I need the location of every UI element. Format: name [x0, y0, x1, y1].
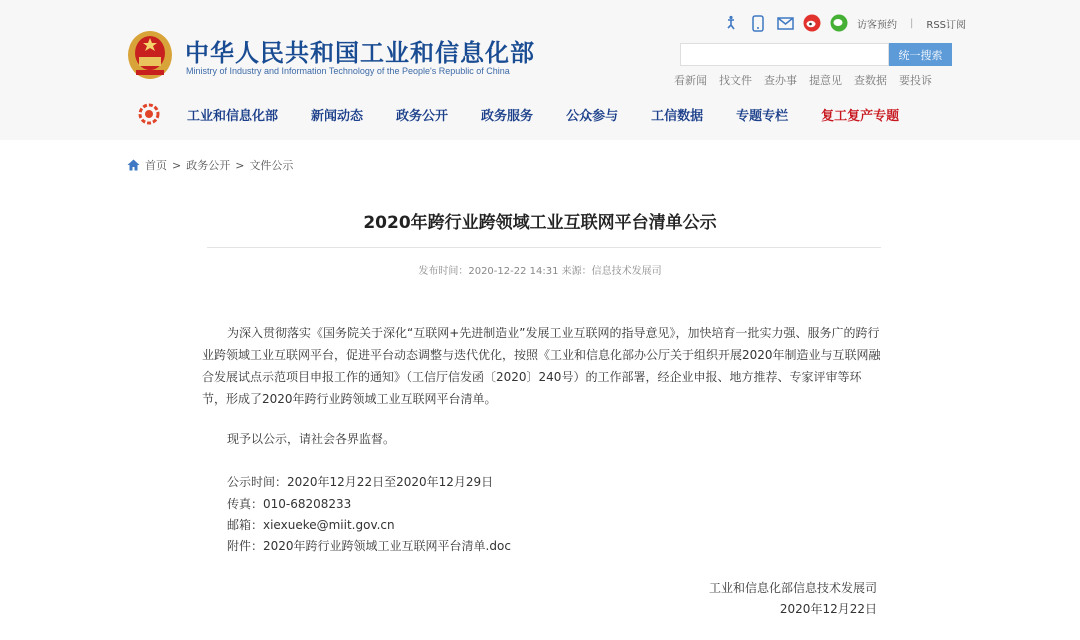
attachment-link[interactable]: 2020年跨行业跨领域工业互联网平台清单.doc: [263, 539, 511, 553]
notice-line: 现予以公示，请社会各界监督。: [227, 432, 396, 446]
mobile-icon[interactable]: [749, 14, 767, 32]
signature: 工业和信息化部信息技术发展司: [708, 581, 877, 595]
wechat-icon[interactable]: [830, 14, 848, 32]
signature-date: 2020年12月22日: [779, 602, 877, 616]
article-meta: 发布时间：2020-12-22 14:31 来源：信息技术发展司: [418, 266, 662, 277]
site-header: [0, 0, 1080, 140]
nav-item-news[interactable]: 新闻动态: [311, 108, 364, 124]
quick-link-complaint[interactable]: 要投诉: [899, 74, 932, 87]
home-icon: [127, 159, 140, 171]
title-divider: [207, 247, 881, 248]
main-nav: [138, 103, 932, 125]
period-line: 公示时间：2020年12月22日至2020年12月29日: [227, 475, 494, 489]
mail-icon[interactable]: [776, 14, 794, 32]
nav-item-work-resumption[interactable]: 复工复产专题: [821, 108, 900, 124]
nav-item-special-topics[interactable]: 专题专栏: [736, 108, 789, 124]
nav-item-government-affairs[interactable]: 政务公开: [396, 108, 449, 124]
fax-line: 传真：010-68208233: [227, 497, 352, 511]
national-emblem-icon: [127, 30, 173, 80]
visitor-appointment-link[interactable]: 访客预约: [857, 19, 897, 31]
article-paragraph: 为深入贯彻落实《国务院关于深化“互联网+先进制造业”发展工业互联网的指导意见》，加快培育一批实力强、服务广的跨行业跨领域工业互联网平台，促进平台动态调整与迭代优化，按照《工业和信息化部办公厅关于组织开展2020年制造业与互联网融合发展试点示范项目申报工作的通知》（工信厅信发函〔2020〕240号）的工作部署，经企业申报、地方推荐、专家评审等环节，形成了2020年跨行业跨领域工业互联网平台清单。: [202, 326, 881, 406]
quick-link-feedback[interactable]: 提意见: [809, 74, 842, 87]
breadcrumb-separator: >: [235, 158, 245, 172]
breadcrumb-government-affairs[interactable]: 政务公开: [186, 159, 231, 172]
nav-item-ministry[interactable]: 工业和信息化部: [187, 108, 279, 124]
accessibility-icon[interactable]: [722, 14, 740, 32]
site-subtitle: Ministry of Industry and Information Technology of the People's Republic of China: [186, 66, 510, 76]
quick-link-data[interactable]: 查数据: [854, 74, 887, 87]
quick-link-services[interactable]: 查办事: [764, 74, 797, 87]
attachment-label: 附件：: [227, 539, 264, 553]
ministry-logo-icon[interactable]: [138, 103, 160, 125]
nav-item-public-participation[interactable]: 公众参与: [566, 108, 619, 124]
breadcrumb-separator: >: [172, 158, 182, 172]
breadcrumb: [127, 157, 293, 173]
breadcrumb-home[interactable]: 首页: [145, 159, 167, 172]
weibo-icon[interactable]: [803, 14, 821, 32]
quick-link-news[interactable]: 看新闻: [674, 74, 707, 87]
search-input[interactable]: [680, 43, 889, 66]
nav-item-government-services[interactable]: 政务服务: [481, 108, 534, 124]
breadcrumb-file-notice[interactable]: 文件公示: [249, 159, 294, 172]
nav-item-data[interactable]: 工信数据: [651, 108, 704, 124]
rss-link[interactable]: RSS订阅: [926, 19, 967, 31]
top-separator: |: [910, 17, 914, 29]
quick-link-files[interactable]: 找文件: [719, 74, 752, 87]
top-toolbar: [722, 13, 966, 33]
article-title: 2020年跨行业跨领域工业互联网平台清单公示: [363, 213, 717, 233]
quick-links: [674, 72, 932, 88]
attachment-line: [227, 537, 511, 554]
email-line: 邮箱：xiexueke@miit.gov.cn: [227, 518, 395, 532]
search-button[interactable]: 统一搜索: [889, 43, 952, 66]
site-title[interactable]: 中华人民共和国工业和信息化部: [185, 39, 535, 67]
